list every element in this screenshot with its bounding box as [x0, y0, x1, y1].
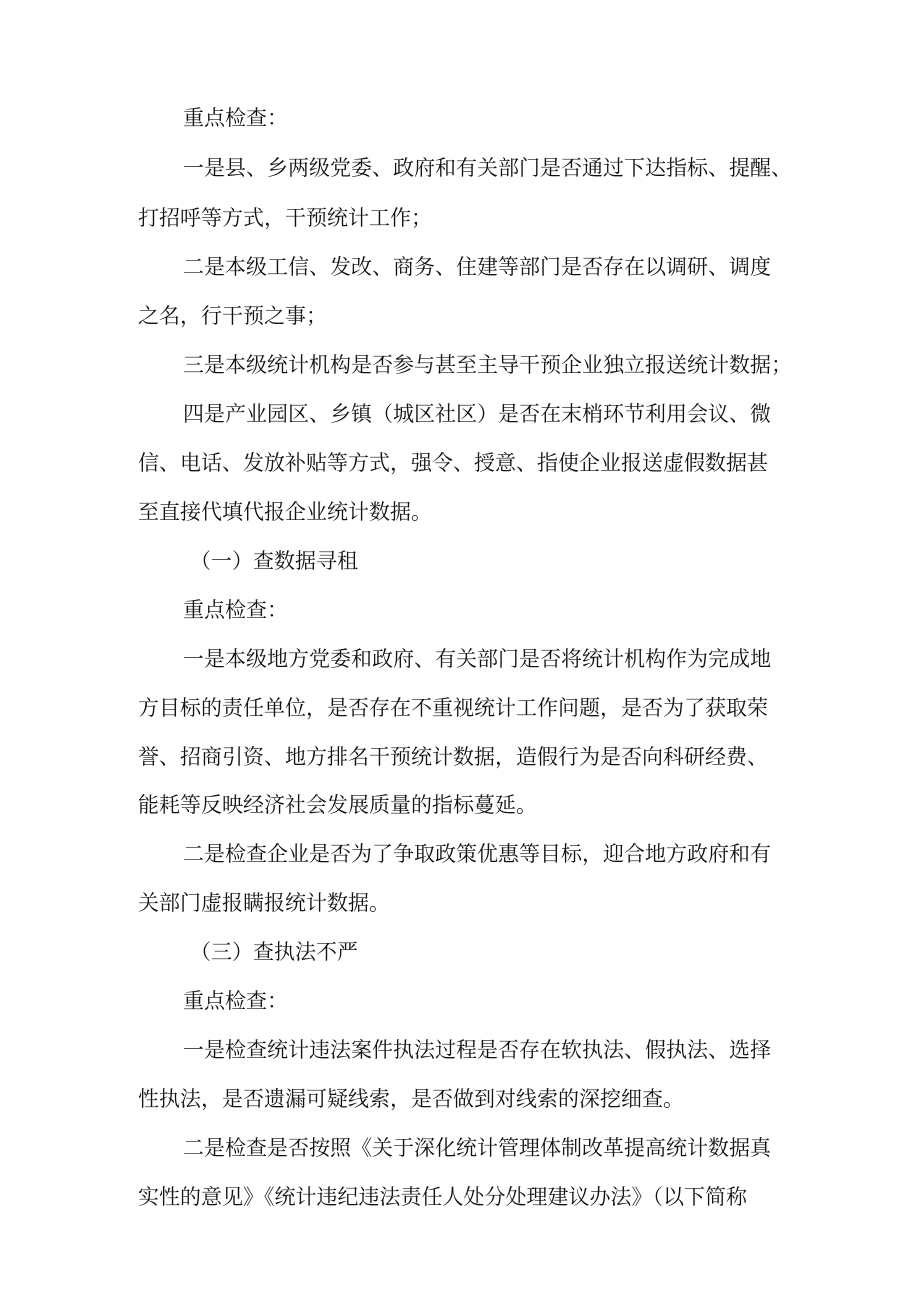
section-heading: （三）查执法不严	[190, 940, 358, 964]
paragraph-line: 誉、招商引资、地方排名干预统计数据，造假行为是否向科研经费、	[138, 745, 768, 769]
paragraph-heading-key-checks: 重点检查：	[183, 598, 288, 622]
paragraph-line: 信、电话、发放补贴等方式，强令、授意、指使企业报送虚假数据甚	[138, 451, 768, 475]
paragraph-line: 之名，行干预之事；	[138, 304, 327, 328]
paragraph-line: 一是本级地方党委和政府、有关部门是否将统计机构作为完成地	[183, 647, 771, 671]
paragraph-line: 性执法，是否遗漏可疑线索，是否做到对线索的深挖细查。	[138, 1087, 684, 1111]
paragraph-line: 至直接代填代报企业统计数据。	[138, 500, 432, 524]
paragraph-heading-key-checks: 重点检查：	[183, 989, 288, 1013]
paragraph-line: 关部门虚报瞒报统计数据。	[138, 891, 390, 915]
paragraph-line: 三是本级统计机构是否参与甚至主导干预企业独立报送统计数据；	[183, 353, 792, 377]
paragraph-line: 一是县、乡两级党委、政府和有关部门是否通过下达指标、提醒、	[183, 156, 792, 180]
paragraph-line: 四是产业园区、乡镇（城区社区）是否在末梢环节利用会议、微	[183, 402, 771, 426]
section-heading: （一）查数据寻租	[190, 549, 358, 573]
paragraph-line: 方目标的责任单位，是否存在不重视统计工作问题，是否为了获取荣	[138, 696, 768, 720]
paragraph-line: 二是检查是否按照《关于深化统计管理体制改革提高统计数据真	[183, 1136, 771, 1160]
paragraph-line: 二是本级工信、发改、商务、住建等部门是否存在以调研、调度	[183, 255, 771, 279]
paragraph-heading-key-checks: 重点检查：	[183, 106, 288, 130]
paragraph-line: 打招呼等方式，干预统计工作；	[138, 206, 432, 230]
paragraph-line: 一是检查统计违法案件执法过程是否存在软执法、假执法、选择	[183, 1038, 771, 1062]
paragraph-line: 二是检查企业是否为了争取政策优惠等目标，迎合地方政府和有	[183, 842, 771, 866]
paragraph-line: 实性的意见》《统计违纪违法责任人处分处理建议办法》（以下简称	[138, 1185, 747, 1209]
paragraph-line: 能耗等反映经济社会发展质量的指标蔓延。	[138, 793, 537, 817]
